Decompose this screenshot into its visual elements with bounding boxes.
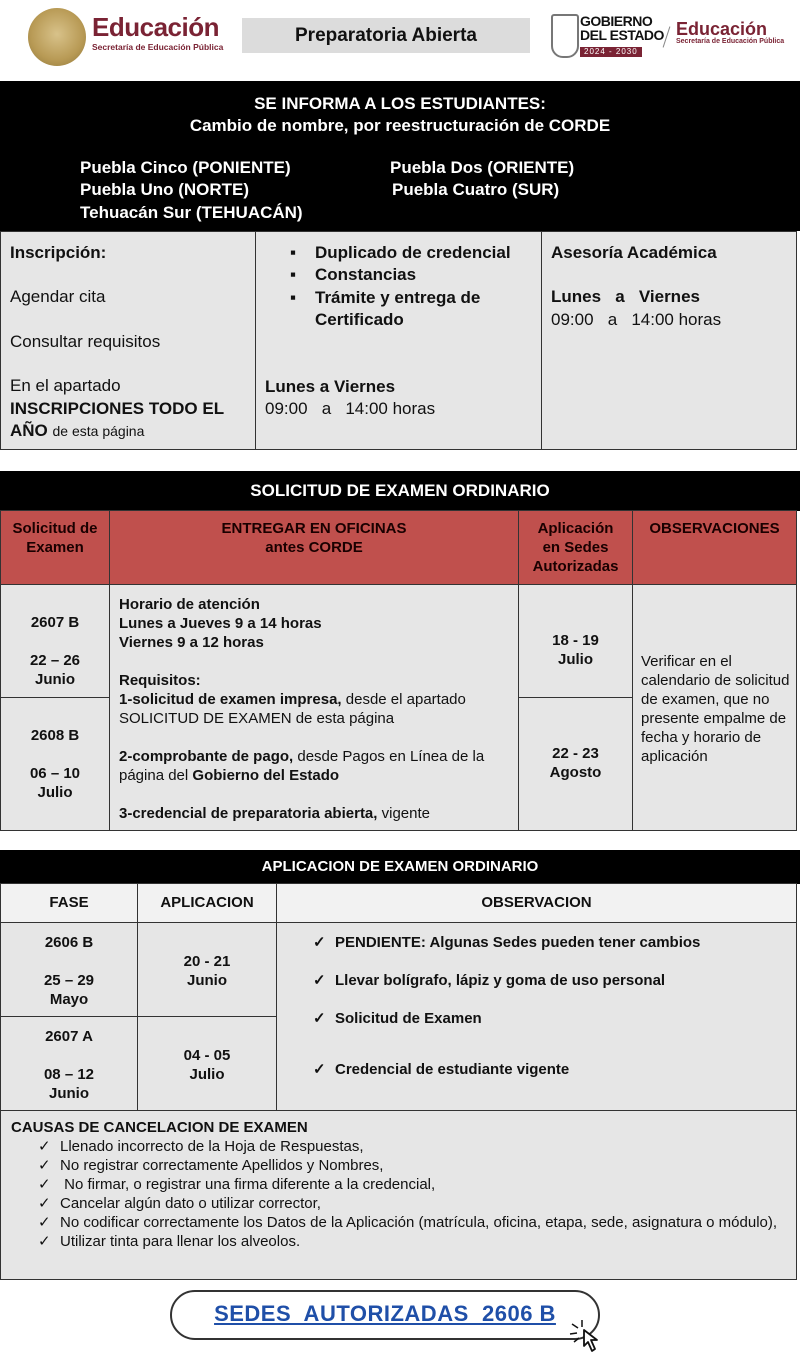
services-days: Lunes a Viernes <box>265 377 396 396</box>
requisito-2: 2-comprobante de pago, desde Pagos en Línea de la página del Gobierno del Estado <box>119 748 485 784</box>
check-item: ✓ Credencial de estudiante vigente <box>313 1061 570 1078</box>
check-icon: ✓ <box>313 934 326 951</box>
col-aplicacion-header: Aplicación en Sedes Autorizadas <box>518 510 633 585</box>
check-icon: ✓ <box>38 1195 51 1212</box>
notice-subheading: Cambio de nombre, por reestructuración de CORDE <box>189 116 611 135</box>
check-item: ✓ Llevar bolígrafo, lápiz y goma de uso personal <box>313 972 666 989</box>
sedes-autorizadas-button[interactable]: SEDES AUTORIZADAS 2606 B <box>170 1290 600 1340</box>
asesoria-hours: 09:00 a 14:00 horas <box>551 309 722 329</box>
fase-row-2607a: 2607 A 08 – 12 Junio <box>0 1016 138 1111</box>
col-observaciones-header: OBSERVACIONES <box>632 510 797 585</box>
cause-item: ✓ Utilizar tinta para llenar los alveolos. <box>38 1233 301 1250</box>
apartado-pre: En el apartado <box>10 376 121 396</box>
col-observacion-header: OBSERVACION <box>276 883 797 923</box>
notice-heading: SE INFORMA A LOS ESTUDIANTES: <box>254 94 546 113</box>
zone-item: Puebla Uno (NORTE) <box>80 180 250 199</box>
inscripcion-box <box>0 231 256 450</box>
gob-years: 2024 - 2030 <box>580 47 642 57</box>
check-icon: ✓ <box>313 1010 326 1027</box>
aplicacion-row-1: 18 - 19 Julio <box>518 584 633 698</box>
gob-line2: DEL ESTADO <box>580 27 664 43</box>
horario-1: Lunes a Jueves 9 a 14 horas <box>119 615 322 632</box>
causas-box <box>0 1110 797 1280</box>
zone-item: Tehuacán Sur (TEHUACÁN) <box>80 203 303 222</box>
check-item: ✓ Solicitud de Examen <box>313 1010 482 1027</box>
page-title: Preparatoria Abierta <box>242 18 530 53</box>
requisitos-title: Requisitos: <box>119 672 201 689</box>
sep-brand: Educación <box>92 12 219 42</box>
service-item: ▪ Duplicado de credencial <box>290 243 511 262</box>
gob-line1: GOBIERNO <box>580 13 653 29</box>
check-icon: ✓ <box>38 1138 51 1155</box>
col-entregar-header: ENTREGAR EN OFICINAS antes CORDE <box>109 510 519 585</box>
observacion-cell <box>276 922 797 1111</box>
horario-title: Horario de atención <box>119 596 260 613</box>
col-solicitud-header: Solicitud de Examen <box>0 510 110 585</box>
sep-logo <box>92 14 223 52</box>
aplicacion-title: APLICACION DE EXAMEN ORDINARIO <box>0 850 800 884</box>
zone-item: Puebla Cinco (PONIENTE) <box>80 158 291 177</box>
state-shield-icon <box>551 14 579 58</box>
asesoria-title: Asesoría Académica <box>551 243 717 262</box>
check-icon: ✓ <box>38 1157 51 1174</box>
solicitud-row-2608b: 2608 B 06 – 10 Julio <box>0 697 110 831</box>
col-fase-header: FASE <box>0 883 138 923</box>
services-box <box>255 231 542 450</box>
fase-row-2606b: 2606 B 25 – 29 Mayo <box>0 922 138 1017</box>
state-education-subtitle: Secretaría de Educación Pública <box>676 38 785 45</box>
ordinario-title: SOLICITUD DE EXAMEN ORDINARIO <box>0 471 800 511</box>
causas-title: CAUSAS DE CANCELACION DE EXAMEN <box>11 1119 308 1136</box>
check-item: ✓ PENDIENTE: Algunas Sedes pueden tener cambios <box>313 934 701 951</box>
col-aplicacion-header: APLICACION <box>137 883 277 923</box>
zone-item: Puebla Dos (ORIENTE) <box>390 158 575 177</box>
cause-item: ✓ No firmar, o registrar una firma diferente a la credencial, <box>38 1176 436 1193</box>
asesoria-box <box>541 231 797 450</box>
check-icon: ✓ <box>313 972 326 989</box>
check-icon: ✓ <box>313 1061 326 1078</box>
cause-item: ✓ Llenado incorrecto de la Hoja de Respuestas, <box>38 1138 364 1155</box>
solicitud-row-2607b: 2607 B 22 – 26 Junio <box>0 584 110 698</box>
service-item: ▪ Trámite y entrega de Certificado <box>290 287 481 330</box>
inscripciones-section-name: INSCRIPCIONES TODO EL AÑO <box>10 398 224 441</box>
observaciones-cell <box>632 584 797 831</box>
check-icon: ✓ <box>38 1176 51 1193</box>
zone-item: Puebla Cuatro (SUR) <box>392 180 560 199</box>
state-education-logo <box>676 20 784 45</box>
agendar-cita-link[interactable]: Agendar cita <box>10 287 106 307</box>
horario-2: Viernes 9 a 12 horas <box>119 634 264 651</box>
asesoria-days: Lunes a Viernes <box>551 287 700 307</box>
mexico-seal-logo <box>28 8 86 66</box>
check-icon: ✓ <box>38 1214 51 1231</box>
gobierno-logo <box>580 14 664 58</box>
cause-item: ✓ No codificar correctamente los Datos de la Aplicación (matrícula, oficina, etapa, sede, asignatura o módulo), <box>38 1214 778 1231</box>
services-hours: 09:00 a 14:00 horas <box>265 399 436 419</box>
aplicacion-date-1: 20 - 21 Junio <box>137 922 277 1017</box>
cause-item: ✓ No registrar correctamente Apellidos y Nombres, <box>38 1157 384 1174</box>
sep-subtitle: Secretaría de Educación Pública <box>92 42 224 52</box>
notice-banner <box>0 81 800 231</box>
consultar-requisitos-link[interactable]: Consultar requisitos <box>10 331 161 351</box>
observaciones-text: Verificar en el calendario de solicitud de examen, que no presente empalme de fecha y horario de aplicación <box>641 653 790 765</box>
state-education-brand: Educación <box>676 19 768 39</box>
requisito-3: 3-credencial de preparatoria abierta, vigente <box>119 805 430 822</box>
requisitos-cell <box>109 584 519 831</box>
apartado-post: de esta página <box>52 423 145 440</box>
aplicacion-row-2: 22 - 23 Agosto <box>518 697 633 831</box>
cause-item: ✓ Cancelar algún dato o utilizar corrector, <box>38 1195 321 1212</box>
inscripcion-title: Inscripción: <box>10 243 107 262</box>
service-item: ▪ Constancias <box>290 265 417 285</box>
requisito-1: 1-solicitud de examen impresa, desde el apartado SOLICITUD DE EXAMEN de esta página <box>119 691 466 727</box>
check-icon: ✓ <box>38 1233 51 1250</box>
aplicacion-date-2: 04 - 05 Julio <box>137 1016 277 1111</box>
